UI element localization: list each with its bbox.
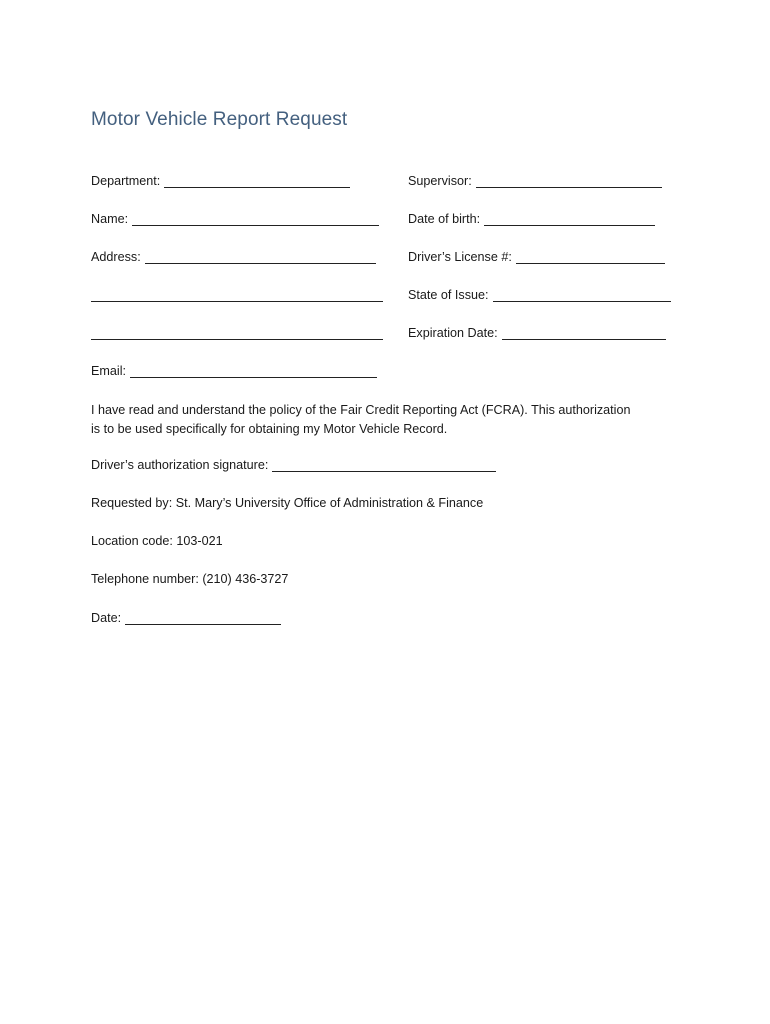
signature-label: Driver’s authorization signature: <box>91 458 269 472</box>
signature-field <box>91 457 496 473</box>
email-field <box>91 363 377 379</box>
supervisor-label: Supervisor: <box>408 174 472 188</box>
date-of-birth-field <box>408 211 655 227</box>
address-field <box>91 249 376 265</box>
date-of-birth-label: Date of birth: <box>408 212 481 226</box>
expiration-date-field <box>408 325 666 341</box>
requested-by-text: Requested by: St. Mary’s University Office of Administration & Finance <box>91 496 484 510</box>
email-blank[interactable] <box>130 363 377 378</box>
department-label: Department: <box>91 174 161 188</box>
department-field <box>91 173 350 189</box>
drivers-license-blank[interactable] <box>516 249 665 264</box>
name-label: Name: <box>91 212 129 226</box>
address-line-2-blank[interactable] <box>91 300 383 302</box>
date-label: Date: <box>91 611 122 625</box>
signature-blank[interactable] <box>272 457 496 472</box>
name-field <box>91 211 379 227</box>
state-of-issue-label: State of Issue: <box>408 288 489 302</box>
name-blank[interactable] <box>132 211 379 226</box>
expiration-date-blank[interactable] <box>502 325 666 340</box>
authorization-line-2: is to be used specifically for obtaining my Motor Vehicle Record. <box>91 422 448 436</box>
drivers-license-label: Driver’s License #: <box>408 250 512 264</box>
state-of-issue-blank[interactable] <box>493 287 671 302</box>
authorization-paragraph <box>91 401 691 439</box>
date-of-birth-blank[interactable] <box>484 211 655 226</box>
location-code-text: Location code: 103-021 <box>91 534 223 548</box>
telephone-text: Telephone number: (210) 436-3727 <box>91 572 289 586</box>
authorization-line-1: I have read and understand the policy of the Fair Credit Reporting Act (FCRA). This authorization <box>91 403 631 417</box>
date-field <box>91 610 281 626</box>
expiration-date-label: Expiration Date: <box>408 326 498 340</box>
drivers-license-field <box>408 249 665 265</box>
supervisor-field <box>408 173 662 189</box>
supervisor-blank[interactable] <box>476 173 662 188</box>
page-title: Motor Vehicle Report Request <box>91 109 348 130</box>
state-of-issue-field <box>408 287 671 303</box>
department-blank[interactable] <box>164 173 350 188</box>
email-label: Email: <box>91 364 126 378</box>
address-blank[interactable] <box>145 249 376 264</box>
address-line-3-blank[interactable] <box>91 338 383 340</box>
address-label: Address: <box>91 250 141 264</box>
date-blank[interactable] <box>125 610 281 625</box>
